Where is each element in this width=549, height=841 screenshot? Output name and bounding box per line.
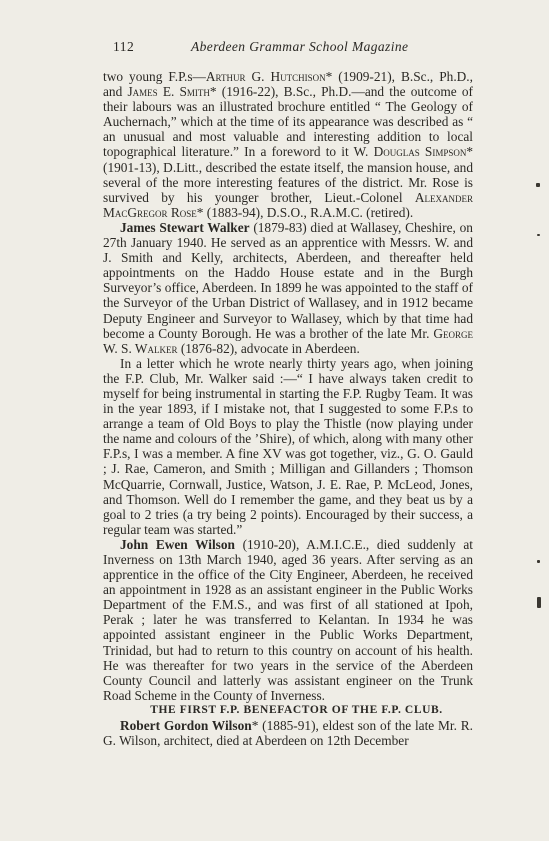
paragraph-rose-continued: two young F.P.s—Arthur G. Hutchison* (1909-21), B.Sc., Ph.D., and James E. Smith* (1916-22), B.Sc., Ph.D.—and the outcome of their labours was an illustrated brochure entitled “ The Geology of Auchernach,” which at the time of its appearance was described as “ an unusual and most valuable and interesting addition to local topographical literature.” In a foreword to it W. Douglas Simpson* (1901-13), D.Litt., described the estate itself, the mansion house, and several of the more interesting features of the district. Mr. Rose is survived by his younger brother, Lieut.-Colonel Alexander MacGregor Rose* (1883-94), D.S.O., R.A.M.C. (retired). [103, 69, 473, 220]
paragraph-benefactor: Robert Gordon Wilson* (1885-91), eldest son of the late Mr. R. G. Wilson, architect, died at Aberdeen on 12th December [103, 718, 473, 749]
section-heading: THE FIRST F.P. BENEFACTOR OF THE F.P. CLUB. [150, 703, 443, 716]
article-body [103, 69, 473, 748]
person-name: Alexander MacGregor Rose [103, 189, 473, 220]
person-name: George W. S. Walker [103, 325, 473, 356]
margin-ink-mark [537, 234, 540, 236]
margin-ink-mark [537, 597, 541, 608]
paragraph-wilson-obituary: John Ewen Wilson (1910-20), A.M.I.C.E., died suddenly at Inverness on 13th March 1940, aged 36 years. After serving as an apprentice in the office of the City Engineer, Aberdeen, he received an appointment in 1928 as an assistant engineer in the Public Works Department of the F.M.S., and was first of all stationed at Ipoh, Perak ; later he was transferred to Kelantan. In 1934 he was appointed assistant engineer in the Public Works Department, Trinidad, but had to return to this country on account of his health. He was thereafter for two years in the service of the Aberdeen County Council and latterly was assistant engineer on the Trunk Road Scheme in the County of Inverness. [103, 536, 473, 703]
page-number: 112 [113, 39, 135, 54]
paragraph-walker-obituary: James Stewart Walker (1879-83) died at Wallasey, Cheshire, on 27th January 1940. He served as an apprentice with Messrs. W. and J. Smith and Kelly, architects, Aberdeen, and thereafter held appointments on the Haddo House estate and in the Burgh Surveyor’s office, Aberdeen. In 1899 he was appointed to the staff of the Surveyor of the Urban District of Wallasey, and in 1912 became Deputy Engineer and Surveyor to Wallasey, which by that time had become a County Borough. He was a brother of the late Mr. George W. S. Walker (1876-82), advocate in Aberdeen. [103, 219, 473, 356]
obituary-name: Robert Gordon Wilson [120, 718, 252, 734]
running-title: Aberdeen Grammar School Magazine [191, 39, 409, 54]
margin-ink-mark [536, 183, 540, 187]
paragraph-walker-letter: In a letter which he wrote nearly thirty years ago, when joining the F.P. Club, Mr. Walker said :—“ I have always taken credit to myself for being instrumental in starting the F.P. Rugby Team. It was in the year 1893, if I mistake not, that I suggested to some F.P.s to arrange a team of Old Boys to play the Thistle (now playing under the name and colours of the ’Shire), of which, along with many other F.P.s, I was a member. A fine XV was got together, viz., G. O. Gauld ; J. Rae, Cameron, and Smith ; Milligan and Gillanders ; Thomson McQuarrie, Cornwall, Justice, Watson, J. E. Rae, P. McLeod, Jones, and Thomson. Well do I remember the game, and they beat us by a goal to 2 tries (a try being 2 points). Encouraged by their success, a regular team was started.” [103, 355, 473, 537]
obituary-name: James Stewart Walker [120, 219, 250, 235]
person-name: Arthur G. Hutchison [205, 69, 326, 84]
page-header [103, 39, 473, 59]
margin-ink-mark [537, 560, 540, 563]
person-name: Douglas Simpson [373, 144, 467, 160]
obituary-name: John Ewen Wilson [120, 536, 235, 552]
person-name: James E. Smith [127, 84, 210, 100]
